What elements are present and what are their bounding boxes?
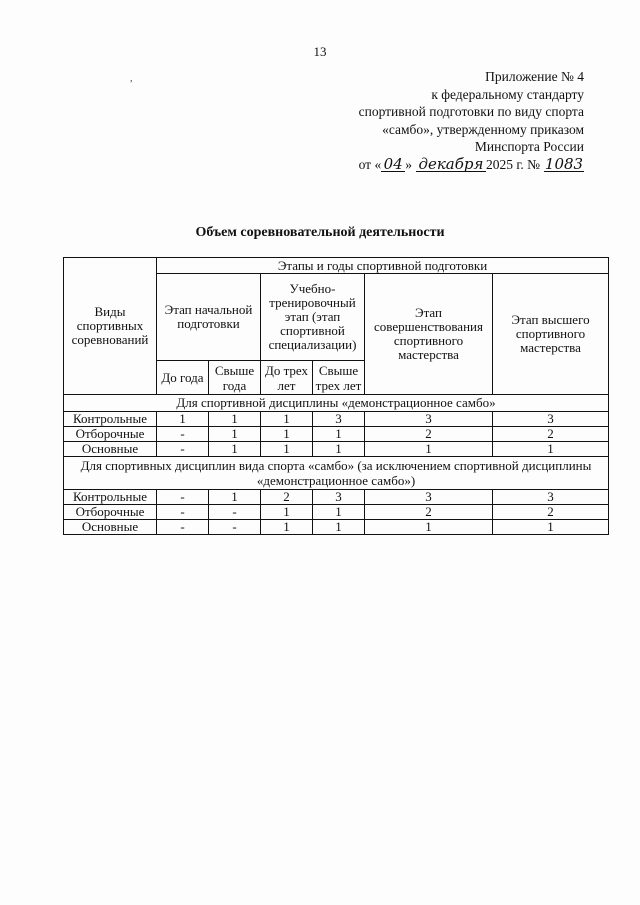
competition-table	[63, 257, 609, 535]
cell: 1	[261, 505, 313, 520]
cell: 1	[313, 427, 365, 442]
cell: -	[157, 427, 209, 442]
cell: 3	[365, 490, 493, 505]
cell: 1	[261, 442, 313, 457]
appendix-block	[284, 68, 584, 173]
cell: -	[157, 520, 209, 535]
table-row	[64, 427, 609, 442]
cell: 1	[261, 412, 313, 427]
row-name: Отборочные	[64, 427, 157, 442]
header-stage-initial: Этап начальной подготовки	[157, 274, 261, 361]
cell: 1	[313, 505, 365, 520]
table-row	[64, 412, 609, 427]
cell: 3	[365, 412, 493, 427]
row-name: Основные	[64, 520, 157, 535]
date-mid: »	[405, 156, 412, 172]
cell: 2	[493, 427, 609, 442]
sub-over-year: Свыше года	[209, 361, 261, 395]
cell: 2	[261, 490, 313, 505]
cell: 1	[209, 490, 261, 505]
appendix-line-5: Минспорта России	[474, 139, 584, 154]
cell: 1	[209, 427, 261, 442]
order-number: 1083	[544, 154, 584, 173]
header-stage-training: Учебно-тренировочный этап (этап спортивной специализации)	[261, 274, 365, 361]
date-year: 2025 г. №	[485, 156, 540, 172]
appendix-line-4: «самбо», утвержденному приказом	[382, 121, 584, 137]
sub-up-to-three: До трех лет	[261, 361, 313, 395]
section-1-title: Для спортивной дисциплины «демонстрационное самбо»	[64, 395, 609, 412]
row-name: Основные	[64, 442, 157, 457]
margin-mark: ,	[130, 73, 133, 84]
table-row	[64, 442, 609, 457]
date-day: 04	[381, 157, 405, 172]
cell: 1	[313, 520, 365, 535]
cell: 2	[365, 505, 493, 520]
cell: 1	[313, 442, 365, 457]
row-name: Контрольные	[64, 412, 157, 427]
cell: 3	[493, 490, 609, 505]
cell: 1	[365, 520, 493, 535]
cell: 1	[209, 442, 261, 457]
sub-up-to-year: До года	[157, 361, 209, 395]
cell: 1	[209, 412, 261, 427]
cell: 2	[493, 505, 609, 520]
cell: -	[157, 442, 209, 457]
cell: 1	[493, 442, 609, 457]
cell: 3	[313, 412, 365, 427]
cell: -	[157, 505, 209, 520]
cell: 3	[313, 490, 365, 505]
cell: 1	[493, 520, 609, 535]
cell: -	[209, 505, 261, 520]
cell: 1	[261, 520, 313, 535]
header-kinds: Виды спортивных соревнований	[64, 258, 157, 395]
header-stage-improvement: Этап совершенствования спортивного мастерства	[365, 274, 493, 395]
appendix-line-1: Приложение № 4	[485, 69, 584, 84]
page-number: 13	[313, 44, 327, 59]
cell: 1	[157, 412, 209, 427]
section-2-title: Для спортивных дисциплин вида спорта «самбо» (за исключением спортивной дисциплины «демонстрационное самбо»)	[64, 457, 609, 490]
table-row	[64, 490, 609, 505]
appendix-line-3: спортивной подготовки по виду спорта	[358, 104, 584, 119]
sub-over-three: Свыше трех лет	[313, 361, 365, 395]
date-prefix: от «	[358, 156, 382, 172]
cell: 2	[365, 427, 493, 442]
appendix-line-2: к федеральному стандарту	[431, 86, 584, 102]
cell: -	[209, 520, 261, 535]
cell: 1	[261, 427, 313, 442]
date-month: декабря	[416, 157, 486, 172]
table-row	[64, 520, 609, 535]
cell: 1	[365, 442, 493, 457]
appendix-date-line	[284, 156, 584, 174]
header-stage-highest: Этап высшего спортивного мастерства	[493, 274, 609, 395]
cell: -	[157, 490, 209, 505]
document-title: Объем соревновательной деятельности	[195, 225, 445, 240]
row-name: Контрольные	[64, 490, 157, 505]
cell: 3	[493, 412, 609, 427]
header-stages: Этапы и годы спортивной подготовки	[157, 258, 609, 274]
row-name: Отборочные	[64, 505, 157, 520]
table-row	[64, 505, 609, 520]
